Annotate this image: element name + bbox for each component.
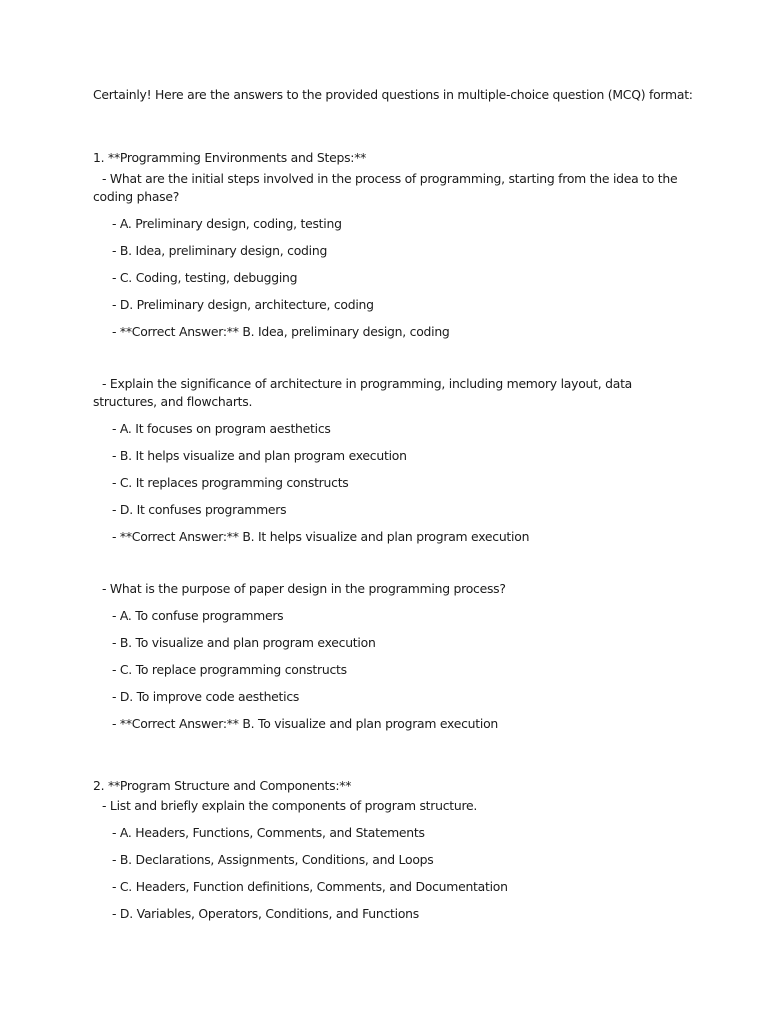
correct-answer: - **Correct Answer:** B. Idea, preliminary design, coding (112, 324, 450, 339)
option-a: - A. Headers, Functions, Comments, and Statements (112, 825, 425, 840)
question-2-1 (93, 797, 693, 923)
option-b: - B. It helps visualize and plan program execution (112, 448, 407, 463)
correct-answer: - **Correct Answer:** B. To visualize and plan program execution (112, 716, 499, 731)
question-text: - What is the purpose of paper design in the programming process? (102, 581, 506, 596)
option-b: - B. Idea, preliminary design, coding (112, 243, 328, 258)
option-d: - D. To improve code aesthetics (112, 689, 300, 704)
option-a: - A. It focuses on program aesthetics (112, 421, 331, 436)
option-d: - D. It confuses programmers (112, 502, 287, 517)
option-b: - B. To visualize and plan program execution (112, 635, 376, 650)
question-1-2 (93, 375, 693, 546)
option-list (93, 420, 693, 546)
option-c: - C. Coding, testing, debugging (112, 270, 298, 285)
question-text: - What are the initial steps involved in the process of programming, starting from the idea to the coding phase? (93, 171, 678, 204)
option-a: - A. Preliminary design, coding, testing (112, 216, 342, 231)
correct-answer: - **Correct Answer:** B. It helps visualize and plan program execution (112, 529, 530, 544)
option-b: - B. Declarations, Assignments, Conditions, and Loops (112, 852, 434, 867)
option-c: - C. Headers, Function definitions, Comments, and Documentation (112, 879, 508, 894)
section-title-2: 2. **Program Structure and Components:** (93, 778, 352, 793)
option-list (93, 215, 693, 341)
option-a: - A. To confuse programmers (112, 608, 284, 623)
question-1-1 (93, 170, 693, 341)
option-list (93, 824, 693, 923)
intro-text: Certainly! Here are the answers to the provided questions in multiple-choice question (MCQ) format: (93, 87, 693, 102)
section-title-1: 1. **Programming Environments and Steps:** (93, 150, 367, 165)
question-text: - Explain the significance of architecture in programming, including memory layout, data structures, and flowcharts. (93, 376, 633, 409)
question-text: - List and briefly explain the components of program structure. (102, 798, 478, 813)
option-c: - C. To replace programming constructs (112, 662, 347, 677)
option-d: - D. Preliminary design, architecture, coding (112, 297, 374, 312)
option-d: - D. Variables, Operators, Conditions, and Functions (112, 906, 419, 921)
option-c: - C. It replaces programming constructs (112, 475, 349, 490)
question-1-3 (93, 580, 693, 733)
option-list (93, 607, 693, 733)
document-page (93, 86, 693, 923)
